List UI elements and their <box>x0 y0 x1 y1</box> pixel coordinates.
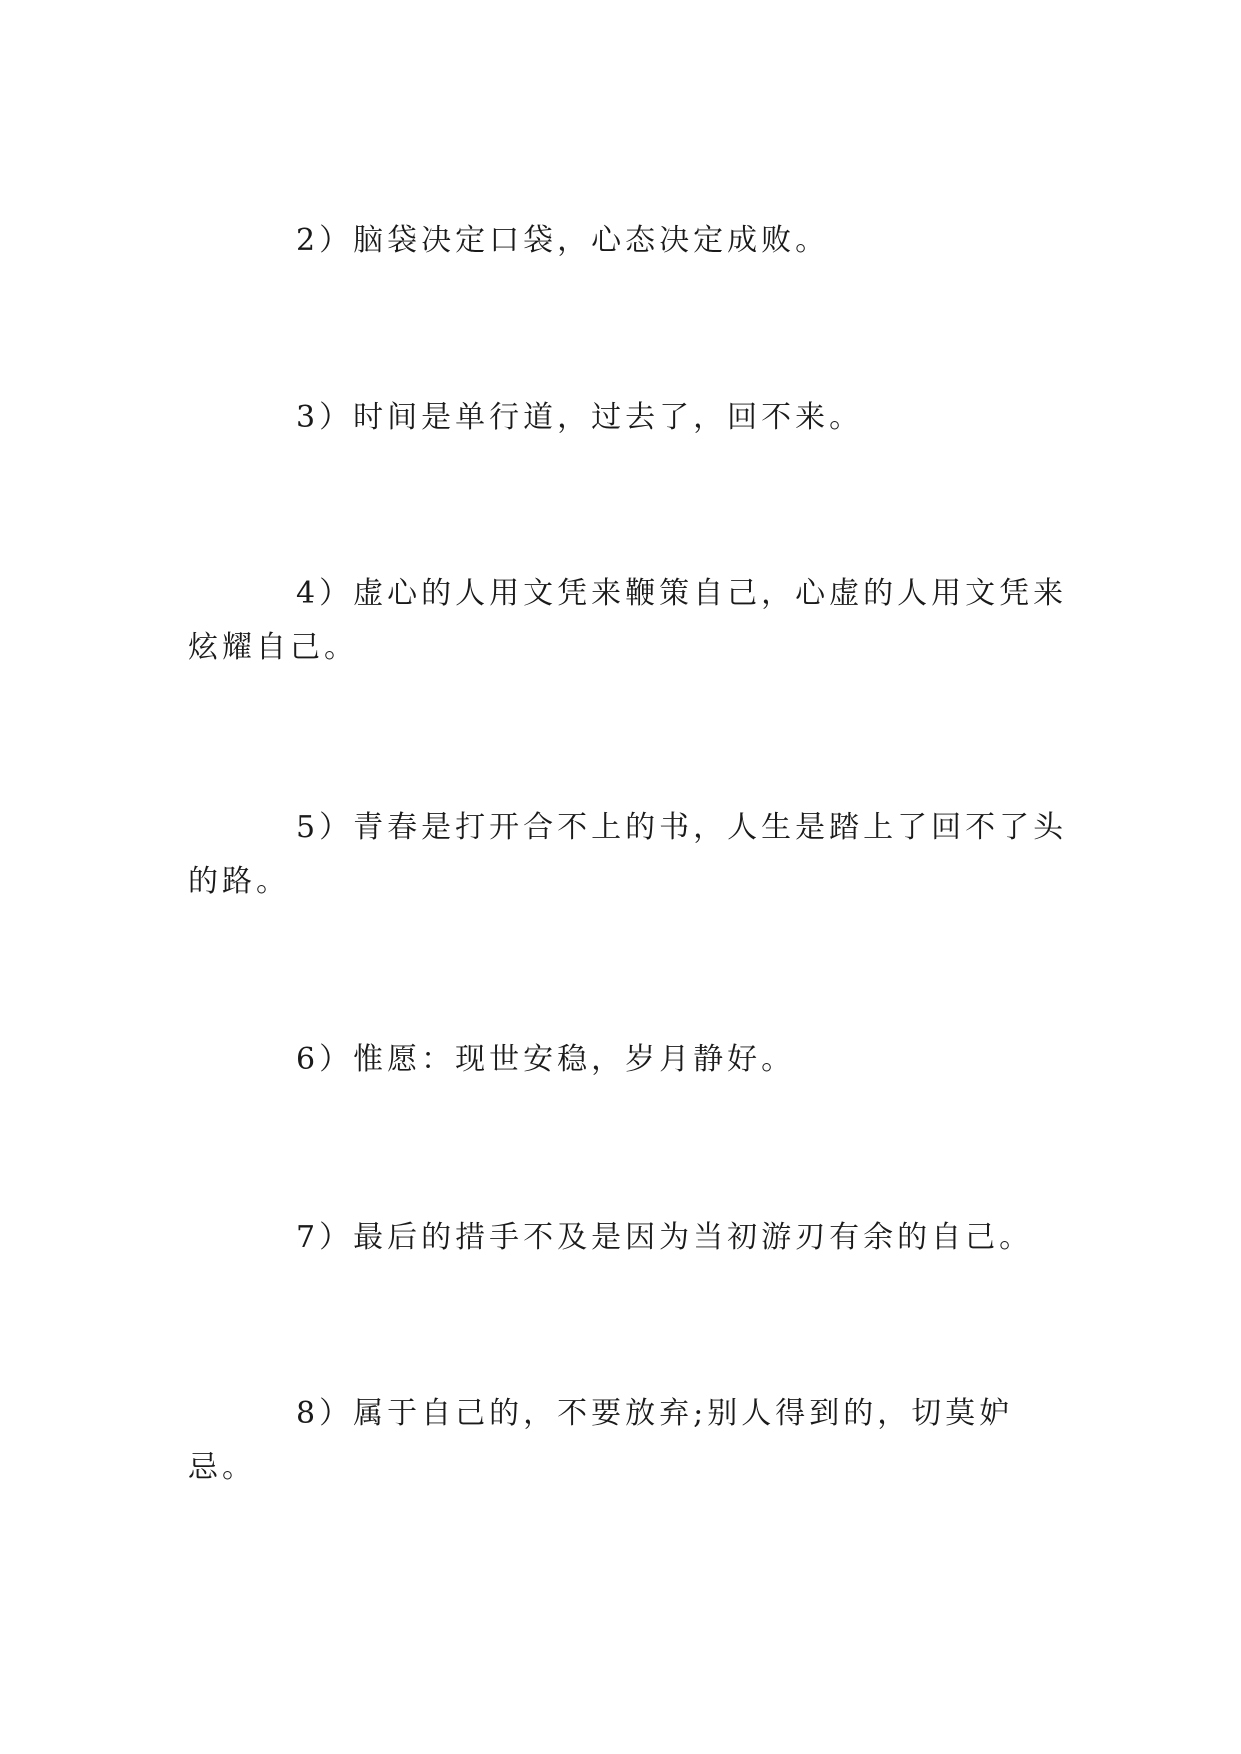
paragraph-2: 2）脑袋决定口袋，心态决定成败。 <box>296 223 830 258</box>
paragraph-7: 7）最后的措手不及是因为当初游刃有余的自己。 <box>296 1220 1034 1255</box>
paragraph-3: 3）时间是单行道，过去了，回不来。 <box>296 400 864 435</box>
paragraph-5: 5）青春是打开合不上的书，人生是踏上了回不了头的路。 <box>188 810 1068 899</box>
paragraph-4: 4）虚心的人用文凭来鞭策自己，心虚的人用文凭来炫耀自己。 <box>188 576 1068 665</box>
paragraph-8: 8）属于自己的，不要放弃;别人得到的，切莫妒忌。 <box>188 1396 1014 1485</box>
paragraph-6: 6）惟愿：现世安稳，岁月静好。 <box>296 1042 796 1077</box>
